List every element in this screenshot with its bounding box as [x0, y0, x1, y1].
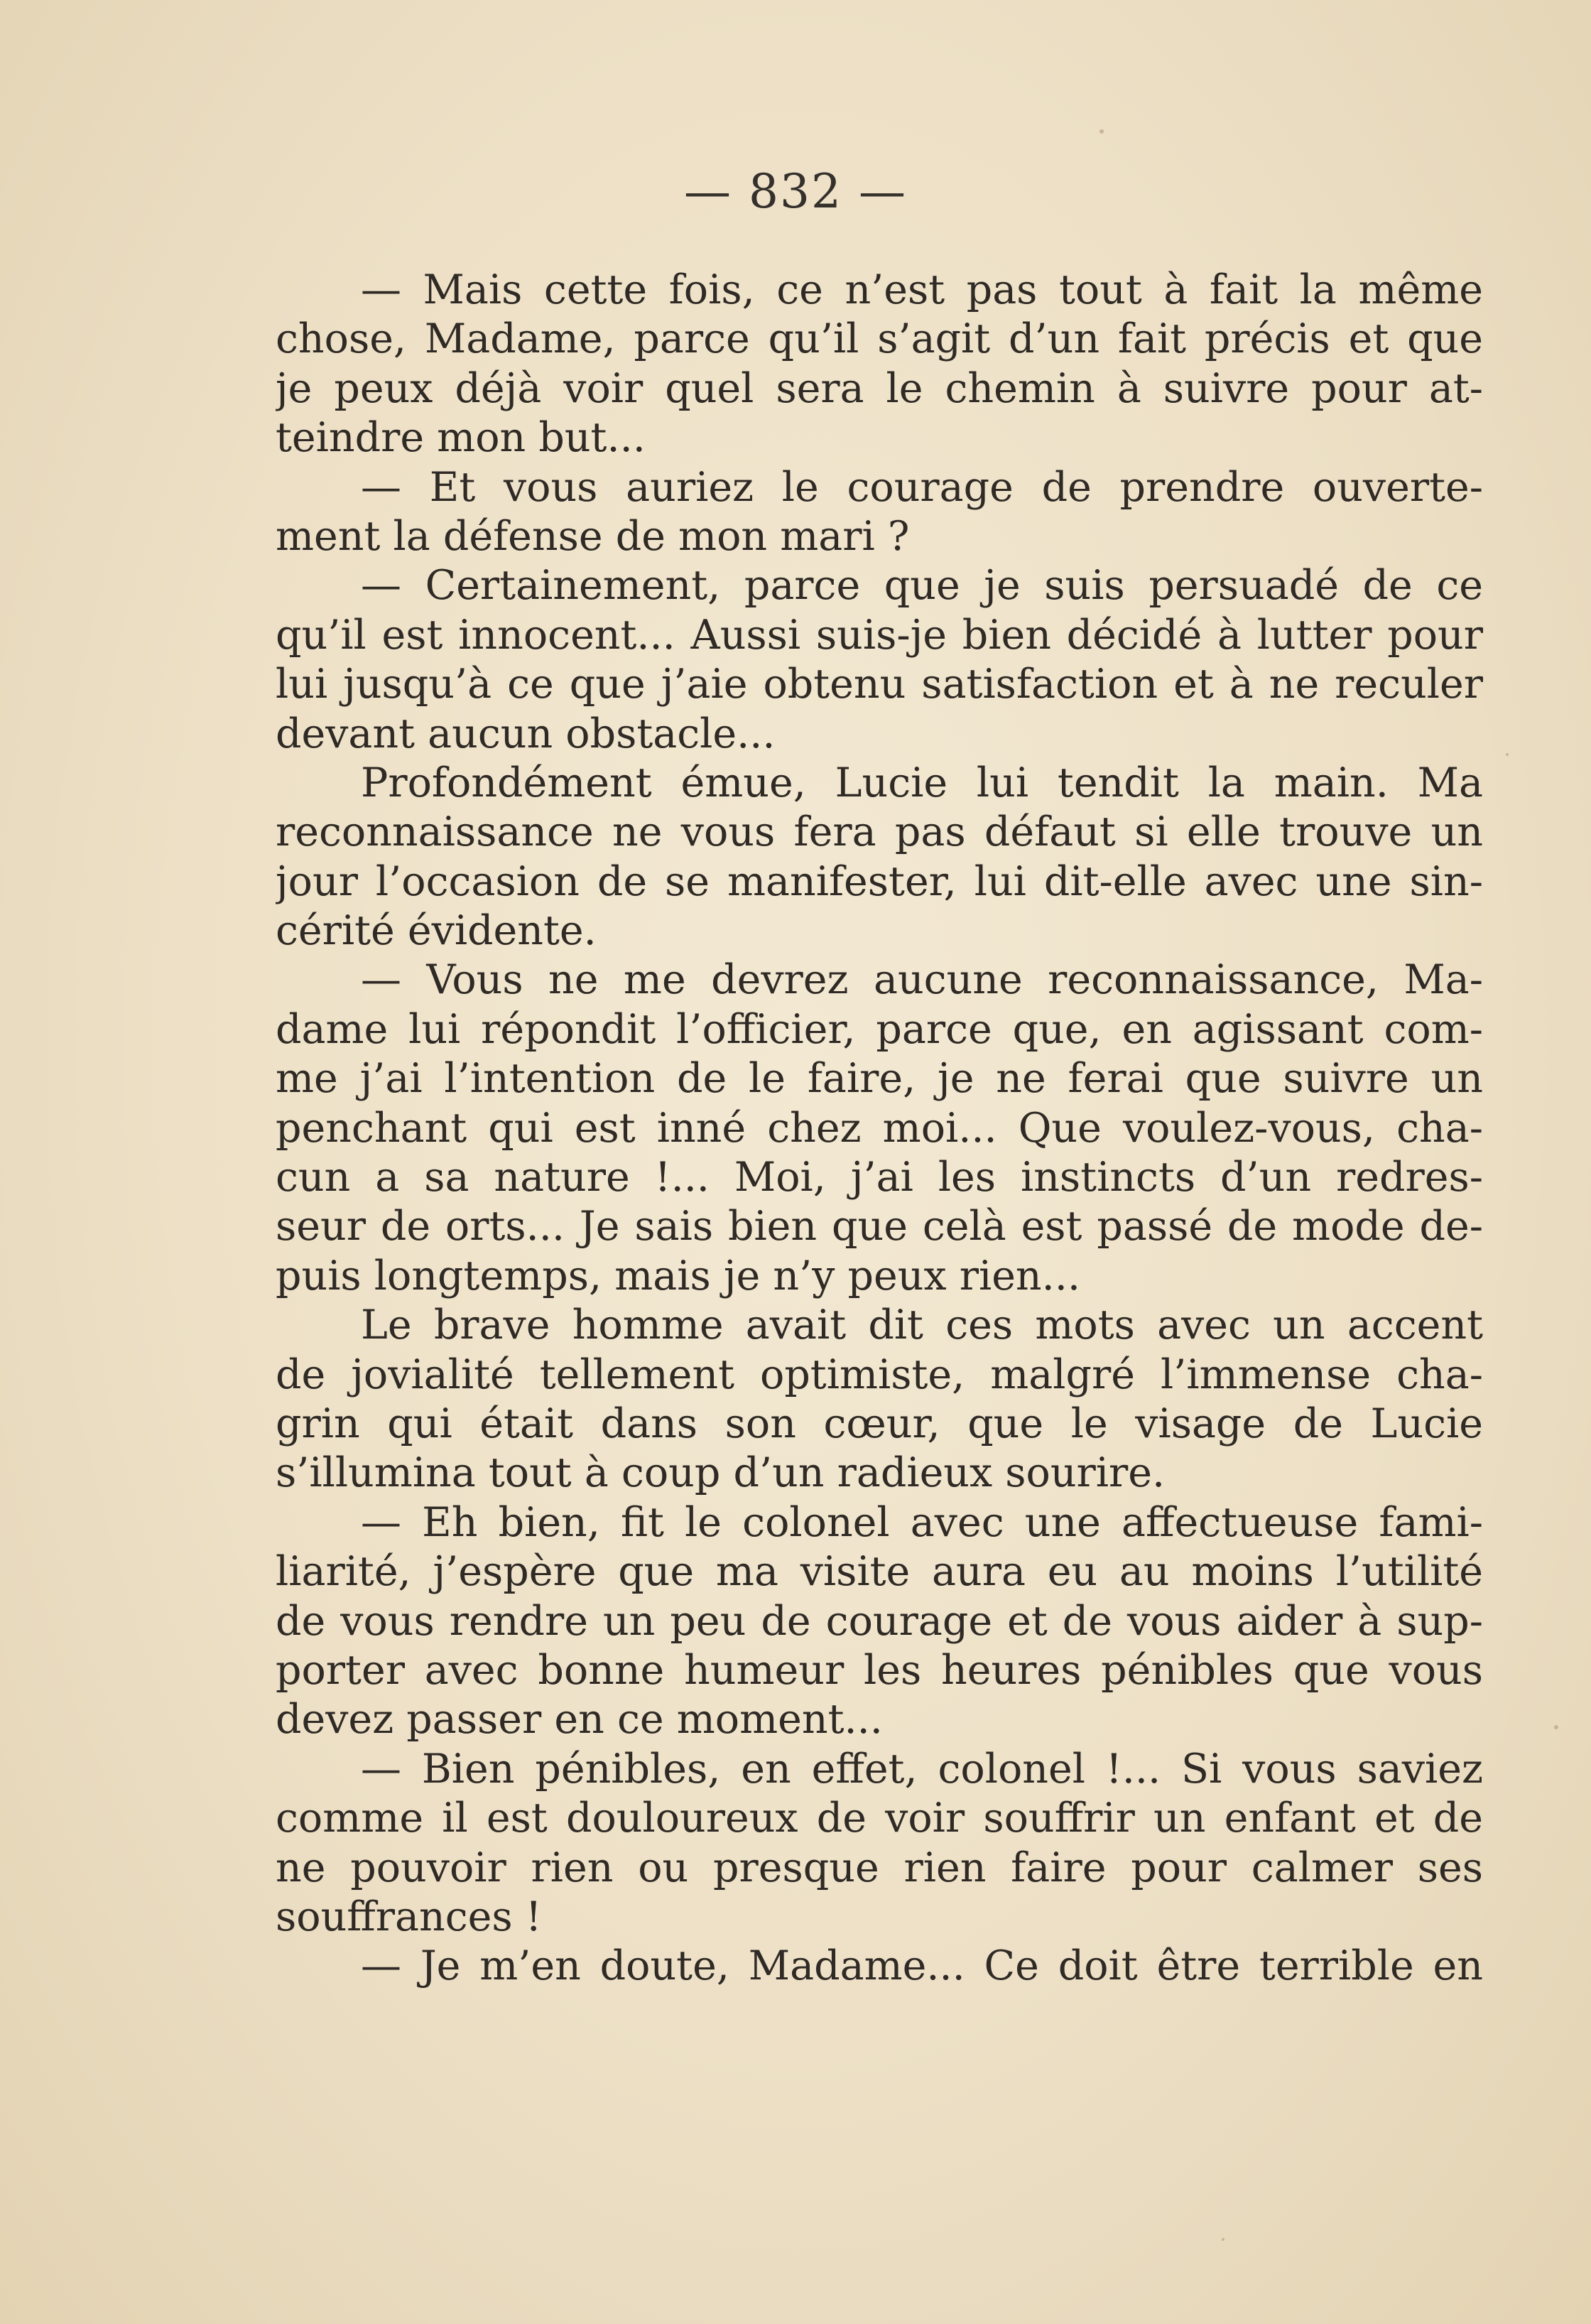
text-line: reconnaissance ne vous fera pas défaut si elle trouve un: [276, 809, 1483, 856]
text-line: qu’il est innocent... Aussi suis-je bien décidé à lutter pour: [276, 611, 1483, 659]
paper-speck: [1222, 2238, 1225, 2241]
page-number: — 832 —: [684, 164, 907, 219]
text-line: Profondément émue, Lucie lui tendit la main. Ma: [361, 759, 1483, 806]
body-text: [276, 266, 1483, 1991]
text-line: lui jusqu’à ce que j’aie obtenu satisfaction et à ne reculer: [276, 661, 1483, 708]
paper-speck: [1506, 753, 1509, 756]
paper-speck: [1099, 129, 1104, 134]
text-line: jour l’occasion de se manifester, lui dit-elle avec une sin-: [276, 858, 1483, 905]
text-line: cun a sa nature !... Moi, j’ai les instincts d’un redres-: [276, 1154, 1483, 1201]
paper-speck: [1554, 1725, 1558, 1729]
text-line: — Vous ne me devrez aucune reconnaissance, Ma-: [361, 956, 1483, 1004]
text-line: devant aucun obstacle...: [276, 710, 776, 757]
text-line: porter avec bonne humeur les heures pénibles que vous: [276, 1646, 1483, 1694]
text-line: — Et vous auriez le courage de prendre ouverte-: [361, 463, 1483, 511]
text-line: devez passer en ce moment...: [276, 1696, 883, 1744]
text-line: comme il est douloureux de voir souffrir un enfant et de: [276, 1795, 1483, 1842]
text-line: penchant qui est inné chez moi... Que voulez-vous, cha-: [276, 1104, 1483, 1152]
text-line: seur de orts... Je sais bien que celà est passé de mode de-: [276, 1203, 1483, 1250]
text-line: — Mais cette fois, ce n’est pas tout à fait la même: [361, 266, 1483, 313]
text-line: liarité, j’espère que ma visite aura eu au moins l’utilité: [276, 1548, 1483, 1596]
text-line: puis longtemps, mais je n’y peux rien...: [276, 1252, 1080, 1299]
text-line: cérité évidente.: [276, 907, 597, 955]
text-line: ne pouvoir rien ou presque rien faire pour calmer ses: [276, 1844, 1483, 1891]
text-line: Le brave homme avait dit ces mots avec un accent: [361, 1302, 1483, 1349]
text-line: chose, Madame, parce qu’il s’agit d’un fait précis et que: [276, 315, 1483, 363]
text-line: — Je m’en doute, Madame... Ce doit être terrible en: [361, 1942, 1483, 1990]
text-line: ment la défense de mon mari ?: [276, 512, 910, 560]
text-line: dame lui répondit l’officier, parce que, en agissant com-: [276, 1005, 1483, 1053]
text-line: je peux déjà voir quel sera le chemin à suivre pour at-: [276, 364, 1483, 412]
text-line: — Certainement, parce que je suis persuadé de ce: [361, 562, 1483, 610]
text-line: de vous rendre un peu de courage et de vous aider à sup-: [276, 1597, 1483, 1645]
text-line: de jovialité tellement optimiste, malgré l’immense cha-: [276, 1351, 1483, 1398]
text-line: — Bien pénibles, en effet, colonel !... Si vous saviez: [361, 1745, 1483, 1793]
text-line: grin qui était dans son cœur, que le visage de Lucie: [276, 1400, 1483, 1447]
text-line: s’illumina tout à coup d’un radieux sourire.: [276, 1449, 1166, 1497]
text-line: teindre mon but...: [276, 414, 646, 462]
text-line: — Eh bien, fit le colonel avec une affectueuse fami-: [361, 1498, 1483, 1546]
text-line: souffrances !: [276, 1893, 542, 1940]
text-line: me j’ai l’intention de le faire, je ne ferai que suivre un: [276, 1055, 1483, 1103]
